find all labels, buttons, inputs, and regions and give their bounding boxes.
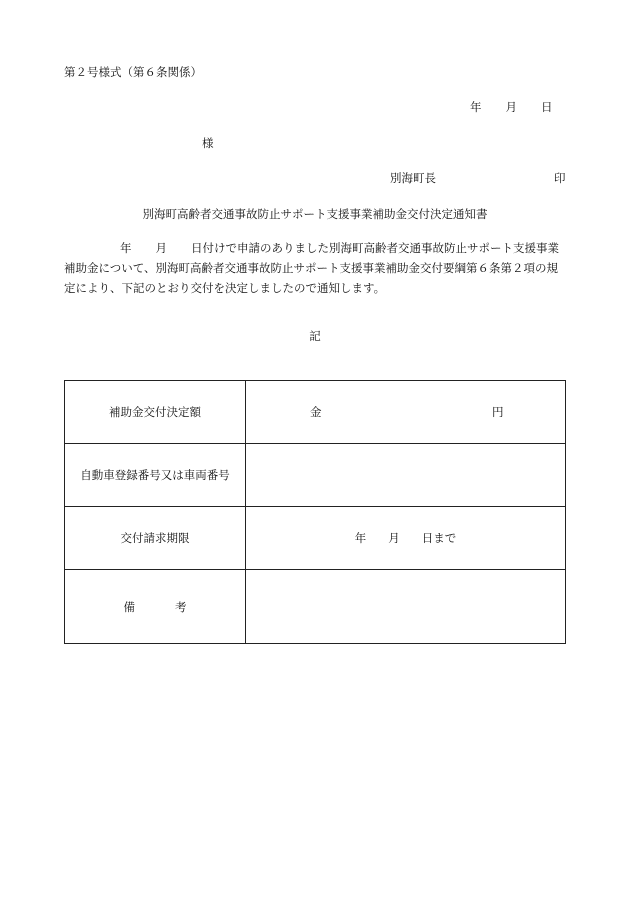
- document-title: 別海町高齢者交通事故防止サポート支援事業補助金交付決定通知書: [142, 207, 488, 221]
- detail-table: [64, 380, 566, 644]
- body-line-2: 補助金について、別海町高齢者交通事故防止サポート支援事業補助金交付要綱第６条第２項の規: [64, 261, 559, 275]
- date-month: 月: [505, 100, 517, 114]
- seal-mark: 印: [554, 171, 566, 185]
- table-row: [65, 570, 566, 644]
- body-year: 年: [120, 241, 132, 255]
- body-line-3: 定により、下記のとおり交付を決定しましたので通知します。: [64, 281, 386, 295]
- deadline-month: 月: [388, 531, 400, 545]
- remarks-label: [65, 570, 246, 644]
- remarks-label-b: 考: [175, 599, 187, 614]
- grant-amount-field[interactable]: [246, 381, 566, 444]
- body-line-1: 日付けで申請のありました別海町高齢者交通事故防止サポート支援事業: [191, 241, 559, 255]
- date-line: [470, 99, 553, 115]
- vehicle-number-field[interactable]: [246, 444, 566, 507]
- table-row: [65, 507, 566, 570]
- date-year: 年: [470, 100, 482, 114]
- table-row: [65, 381, 566, 444]
- grant-amount-label: 補助金交付決定額: [65, 381, 246, 444]
- ki-mark: 記: [309, 329, 321, 343]
- remarks-field[interactable]: [246, 570, 566, 644]
- amount-kin: 金: [310, 405, 322, 419]
- recipient-honorific: 様: [202, 136, 214, 150]
- issuer-title: 別海町長: [390, 171, 436, 185]
- vehicle-number-label: 自動車登録番号又は車両番号: [65, 444, 246, 507]
- form-number: 第２号様式（第６条関係）: [64, 65, 202, 79]
- amount-en: 円: [492, 405, 504, 419]
- deadline-label: 交付請求期限: [65, 507, 246, 570]
- deadline-until: 日まで: [421, 531, 457, 545]
- deadline-field[interactable]: [246, 507, 566, 570]
- deadline-year: 年: [354, 531, 367, 545]
- table-row: [65, 444, 566, 507]
- body-text: [64, 238, 567, 298]
- date-day: 日: [541, 100, 553, 114]
- body-month: 月: [155, 241, 167, 255]
- remarks-label-a: 備: [123, 599, 135, 614]
